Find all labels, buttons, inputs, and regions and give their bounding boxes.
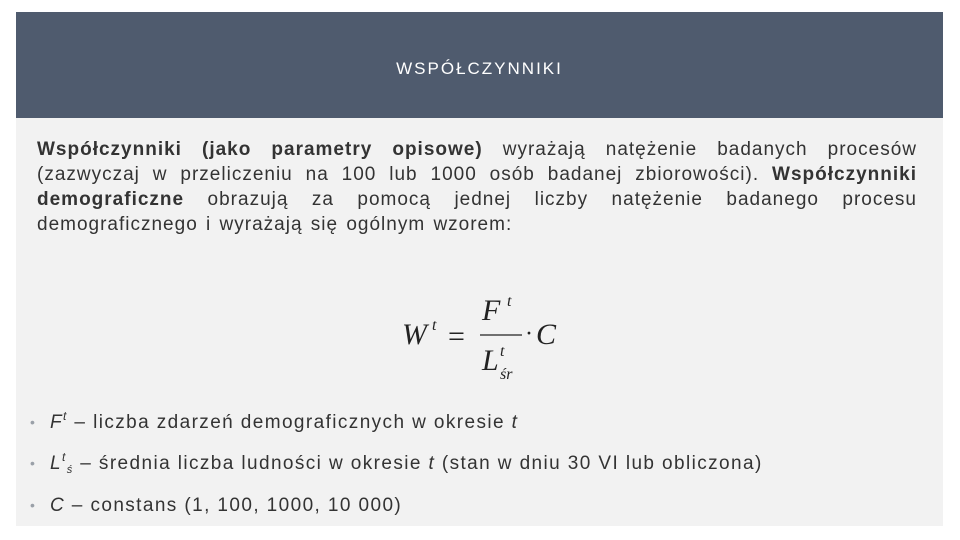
item-tail: (stan w dniu 30 VI lub obliczona)	[435, 453, 763, 474]
symbol-l-sup: t	[61, 450, 67, 464]
item-text: – średnia liczba ludności w okresie	[73, 453, 429, 474]
symbol-f-sup: t	[63, 409, 68, 423]
formula-lhs: W	[402, 318, 427, 351]
list-item	[30, 488, 910, 523]
formula-numerator: F	[482, 294, 501, 327]
title-bar	[16, 12, 943, 118]
formula-denominator-sup: t	[500, 343, 505, 360]
symbol-l: L	[50, 453, 62, 474]
formula-numerator-sup: t	[507, 293, 512, 310]
slide-title: WSPÓŁCZYNNIKI	[396, 59, 563, 78]
symbol-c: C	[50, 495, 66, 516]
slide	[16, 12, 943, 526]
item-text: – constans (1, 100, 1000, 10 000)	[65, 495, 403, 516]
item-var: t	[428, 453, 436, 474]
term-wspolczynniki-demograficzne: Współczynniki demograficzne	[37, 164, 918, 210]
formula-dot: ·	[525, 321, 533, 347]
formula-denominator-sub: śr	[500, 366, 513, 383]
item-var: t	[511, 412, 519, 433]
symbol-l-sub: ś	[66, 464, 74, 476]
bullet-icon: •	[30, 414, 37, 430]
item-text: – liczba zdarzeń demograficznych w okresie	[67, 412, 512, 433]
symbol-f: F	[50, 412, 64, 433]
bullet-icon: •	[30, 497, 37, 513]
formula-denominator: L	[482, 344, 499, 377]
definition-text-1: wyrażają natężenie badanych procesów (zazwyczaj w przeliczeniu na 100 lub 1000 osób badanej zbiorowości).	[37, 139, 917, 185]
variable-list	[30, 399, 910, 523]
bullet-icon: •	[30, 455, 37, 471]
formula-lhs-sup: t	[432, 317, 437, 334]
definition-text-2: obrazują za pomocą jednej liczby natężenie badanego procesu demograficznego i wyrażają się ogólnym wzorem:	[37, 189, 917, 235]
formula-equals: =	[448, 320, 465, 353]
list-item	[30, 440, 910, 488]
definition-paragraph	[37, 137, 917, 237]
list-item	[30, 399, 910, 440]
rate-formula	[400, 286, 580, 386]
formula-constant: C	[536, 318, 557, 351]
term-wspolczynniki: Współczynniki (jako parametry opisowe)	[37, 139, 483, 160]
